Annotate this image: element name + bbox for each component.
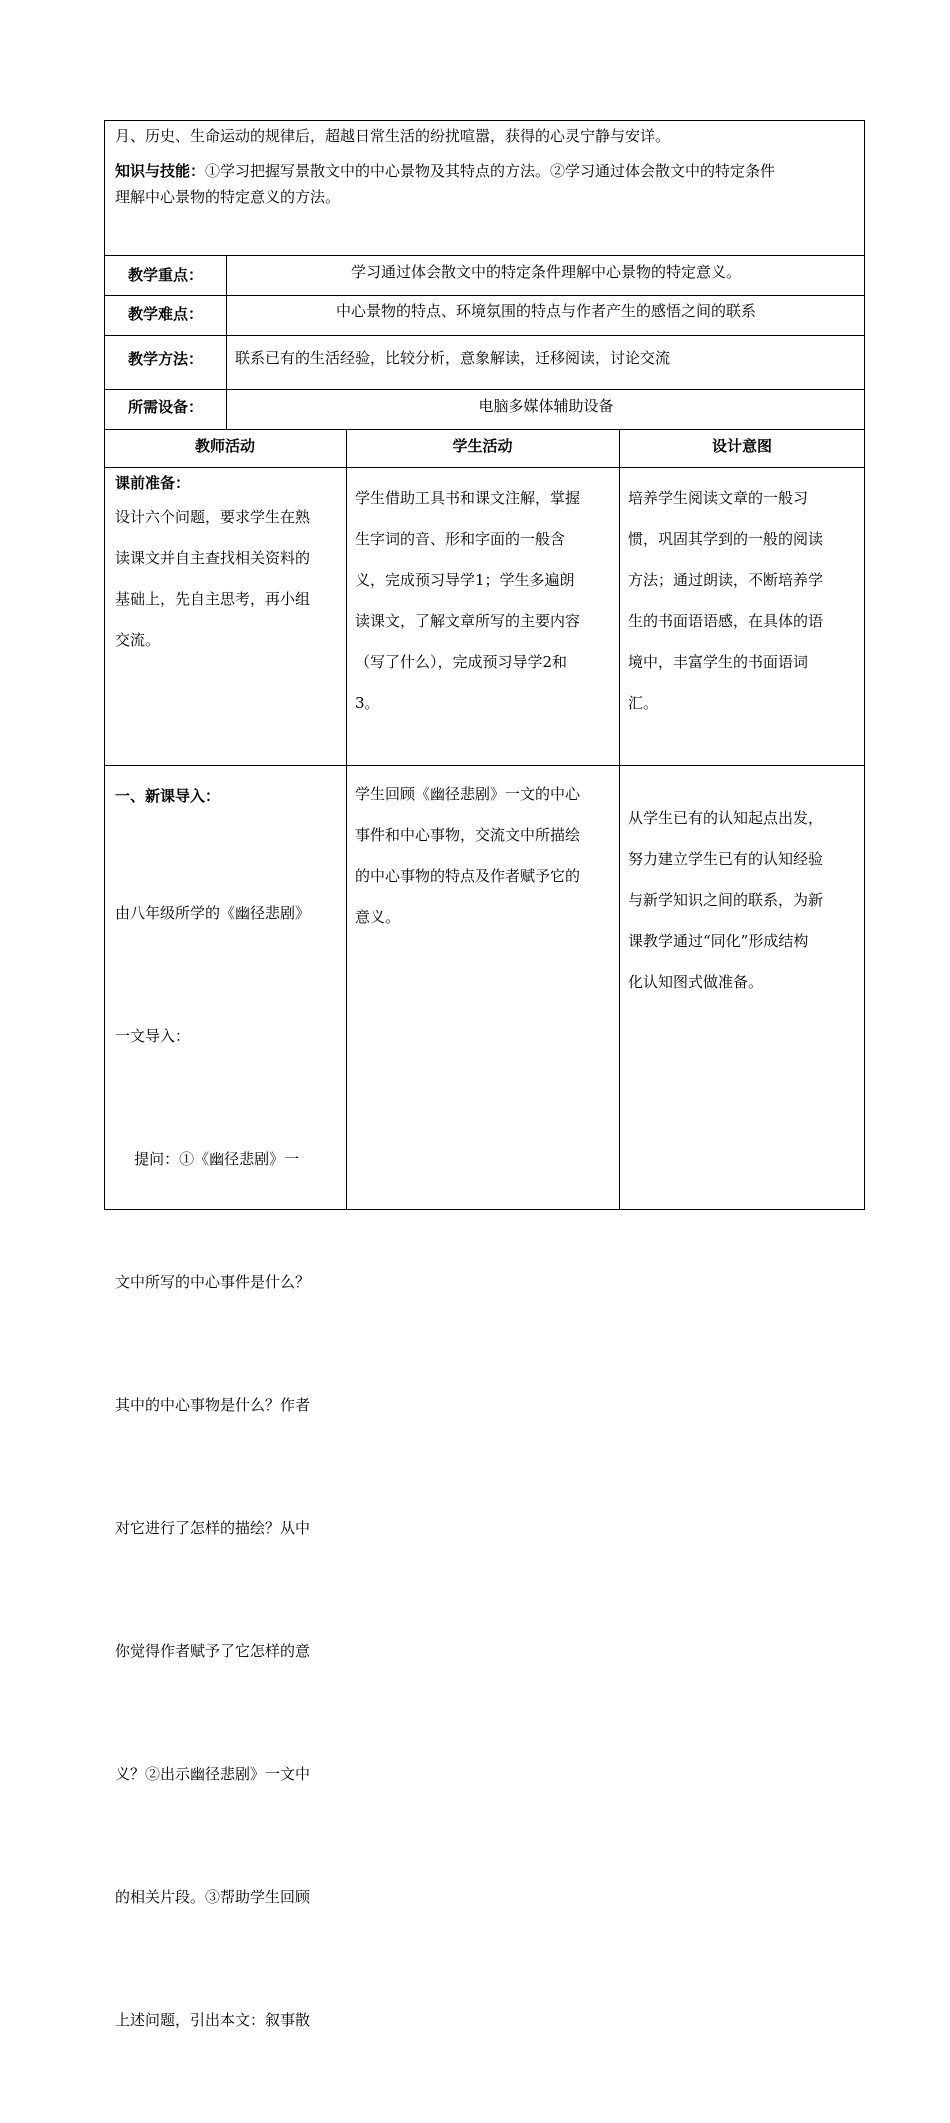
text-line: 提问：①《幽径悲剧》一: [115, 1150, 300, 1168]
intro-line: 月、历史、生命运动的规律后，超越日常生活的纷扰喧嚣，获得的心灵宁静与安详。: [115, 127, 671, 145]
text-line: 努力建立学生已有的认知经验: [628, 850, 824, 868]
header-divider: [104, 467, 865, 468]
knowledge-label: 知识与技能：: [115, 162, 206, 180]
section-divider: [104, 765, 865, 766]
text-line: 境中，丰富学生的书面语词: [628, 653, 809, 671]
difficulty-value: 中心景物的特点、环境氛围的特点与作者产生的感悟之间的联系: [335, 302, 756, 320]
text-line: 一文导入：: [115, 1027, 191, 1045]
section1-teacher-text: [115, 497, 310, 661]
text-line: （写了什么），完成预习导学2和: [355, 653, 568, 671]
text-line: 课教学通过“同化”形成结构: [628, 932, 809, 950]
text-line: 3。: [355, 694, 380, 712]
text-line: 学生回顾《幽径悲剧》一文的中心: [355, 785, 581, 803]
text-line: 基础上，先自主思考，再小组: [115, 590, 311, 608]
section1-student-text: [355, 478, 580, 724]
section2-teacher-text: [115, 811, 310, 2123]
text-line: 意义。: [355, 908, 401, 926]
section1-teacher-heading: 课前准备：: [115, 474, 191, 492]
text-line: 文中所写的中心事件是什么？: [115, 1273, 311, 1291]
knowledge-line-1: [115, 161, 775, 181]
focus-label: 教学重点：: [128, 266, 204, 284]
text-line: 的中心事物的特点及作者赋予它的: [355, 867, 581, 885]
row-divider: [104, 295, 865, 296]
difficulty-label: 教学难点：: [128, 305, 204, 323]
text-line: 事件和中心事物，交流文中所描绘: [355, 826, 581, 844]
text-line: 义，完成预习导学1；学生多遍朗: [355, 571, 575, 589]
section1-intent-text: [628, 478, 823, 724]
row-divider: [104, 255, 865, 256]
text-line: 生的书面语语感，在具体的语: [628, 612, 824, 630]
text-line: 读课文并自主查找相关资料的: [115, 549, 311, 567]
row-divider: [104, 389, 865, 390]
text-line: 化认知图式做准备。: [628, 973, 764, 991]
column-header-student: 学生活动: [452, 437, 513, 455]
text-line: 设计六个问题，要求学生在熟: [115, 508, 311, 526]
section2-intent-text: [628, 798, 823, 1003]
text-line: 由八年级所学的《幽径悲剧》: [115, 904, 311, 922]
text-line: 交流。: [115, 631, 161, 649]
column-header-intent: 设计意图: [711, 437, 772, 455]
text-line: 与新学知识之间的联系，为新: [628, 891, 824, 909]
text-line: 对它进行了怎样的描绘？从中: [115, 1519, 311, 1537]
text-line: 义？②出示幽径悲剧》一文中: [115, 1765, 311, 1783]
text-line: 培养学生阅读文章的一般习: [628, 489, 809, 507]
knowledge-line-2: 理解中心景物的特定意义的方法。: [115, 188, 341, 206]
equipment-label: 所需设备：: [128, 398, 204, 416]
focus-value: 学习通过体会散文中的特定条件理解中心景物的特定意义。: [350, 263, 741, 281]
text-line: 上述问题，引出本文：叙事散: [115, 2011, 311, 2029]
column-divider: [619, 429, 620, 1210]
method-label: 教学方法：: [128, 350, 204, 368]
row-divider: [104, 335, 865, 336]
row-divider: [104, 429, 865, 430]
equipment-value: 电脑多媒体辅助设备: [478, 397, 614, 415]
text-line: 汇。: [628, 694, 659, 712]
text-line: 其中的中心事物是什么？作者: [115, 1396, 311, 1414]
section2-teacher-heading: 一、新课导入：: [115, 787, 221, 805]
text-line: 的相关片段。③帮助学生回顾: [115, 1888, 311, 1906]
method-value: 联系已有的生活经验，比较分析，意象解读，迁移阅读，讨论交流: [235, 349, 671, 367]
knowledge-text: ①学习把握写景散文中的中心景物及其特点的方法。②学习通过体会散文中的特定条件: [205, 162, 776, 180]
text-line: 方法；通过朗读，不断培养学: [628, 571, 824, 589]
text-line: 你觉得作者赋予了它怎样的意: [115, 1642, 311, 1660]
text-line: 学生借助工具书和课文注解，掌握: [355, 489, 581, 507]
text-line: 生字词的音、形和字面的一般含: [355, 530, 566, 548]
column-divider: [346, 429, 347, 1210]
text-line: 读课文，了解文章所写的主要内容: [355, 612, 581, 630]
column-header-teacher: 教师活动: [194, 437, 255, 455]
text-line: 从学生已有的认知起点出发，: [628, 809, 824, 827]
text-line: 惯，巩固其学到的一般的阅读: [628, 530, 824, 548]
section2-student-text: [355, 774, 580, 938]
